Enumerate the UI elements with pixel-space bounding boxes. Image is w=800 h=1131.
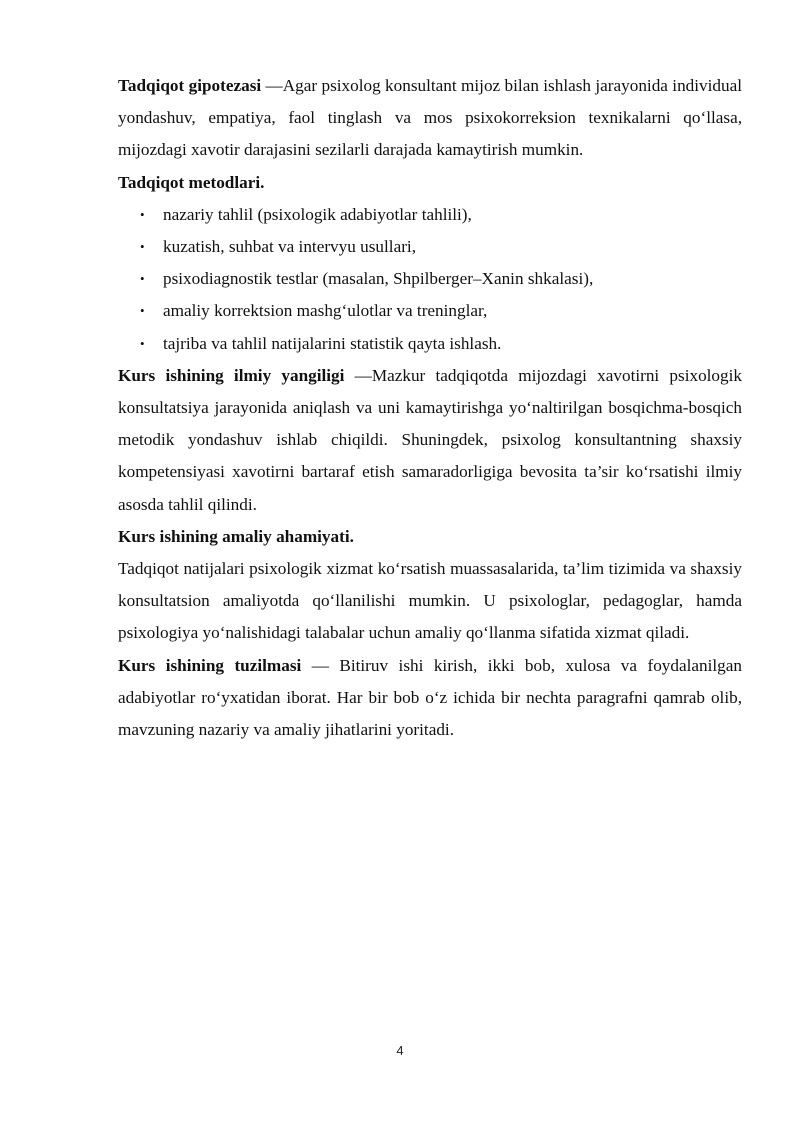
list-item-text: amaliy korrektsion mashg‘ulotlar va treninglar, (163, 301, 488, 321)
structure-paragraph (118, 650, 742, 747)
list-item (118, 199, 742, 231)
list-item-text: nazariy tahlil (psixologik adabiyotlar tahlili), (163, 204, 472, 224)
practical-heading: Kurs ishining amaliy ahamiyati. (118, 526, 354, 546)
methods-list (118, 199, 742, 360)
hypothesis-text: —Agar psixolog konsultant mijoz bilan ishlash jarayonida individual yondashuv, empatiya, faol tinglash va mos psixokorreksion texnikalarni qo‘llasa, mijozdagi xavotir darajasini sezilarli darajada kamaytirish mumkin. (118, 76, 742, 160)
novelty-text: —Mazkur tadqiqotda mijozdagi xavotirni psixologik konsultatsiya jarayonida aniqlash va uni kamaytirishga yo‘naltirilgan bosqichma-bosqich metodik yondashuv ishlab chiqildi. Shuningdek, psixolog konsultantning shaxsiy kompetensiyasi xavotirni bartaraf etish samaradorligiga bevosita ta’sir ko‘rsatishi ilmiy asosda tahlil qilindi. (118, 365, 742, 514)
list-item-text: kuzatish, suhbat va intervyu usullari, (163, 237, 416, 257)
list-item (118, 295, 742, 327)
list-item (118, 328, 742, 360)
page-number: 4 (396, 1043, 404, 1058)
bullet-icon: • (140, 303, 145, 319)
bullet-icon: • (140, 335, 145, 351)
practical-paragraph: Tadqiqot natijalari psixologik xizmat ko‘rsatish muassasalarida, ta’lim tizimida va shaxsiy konsultatsion amaliyotda qo‘llanilishi mumkin. U psixologlar, pedagoglar, hamda psixologiya yo‘nalishidagi talabalar uchun amaliy qo‘llanma sifatida xizmat qiladi. (118, 559, 742, 643)
structure-text: — Bitiruv ishi kirish, ikki bob, xulosa va foydalanilgan adabiyotlar ro‘yxatidan iborat. Har bir bob o‘z ichida bir nechta paragrafni qamrab olib, mavzuning nazariy va amaliy jihatlarini yoritadi. (118, 655, 742, 740)
list-item-text: tajriba va tahlil natijalarini statistik qayta ishlash. (163, 333, 502, 353)
list-item (118, 231, 742, 263)
hypothesis-paragraph (118, 70, 742, 167)
list-item-text: psixodiagnostik testlar (masalan, Shpilberger–Xanin shkalasi), (163, 269, 594, 289)
novelty-paragraph (118, 360, 742, 521)
novelty-label: Kurs ishining ilmiy yangiligi (118, 365, 345, 385)
bullet-icon: • (140, 239, 145, 255)
document-page (118, 70, 742, 746)
bullet-icon: • (140, 271, 145, 287)
structure-label: Kurs ishining tuzilmasi (118, 655, 302, 675)
methods-heading: Tadqiqot metodlari. (118, 172, 265, 192)
list-item (118, 263, 742, 295)
bullet-icon: • (140, 206, 145, 222)
hypothesis-label: Tadqiqot gipotezasi (118, 76, 262, 95)
